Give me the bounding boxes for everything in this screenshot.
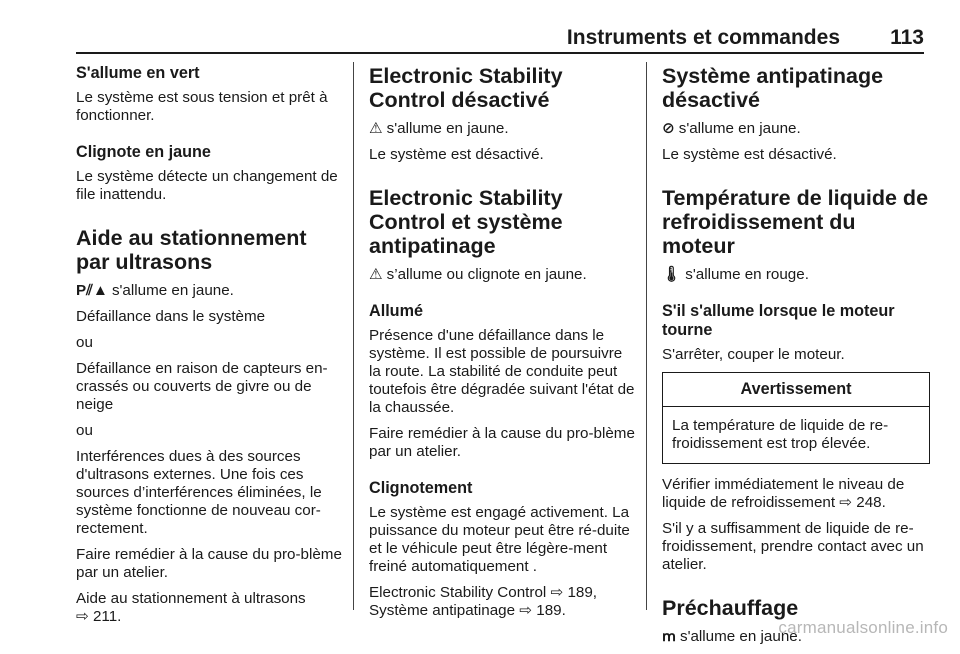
column-divider xyxy=(353,62,354,610)
paragraph: Aide au stationnement à ultrasons ⇨ 211. xyxy=(76,590,306,625)
watermark: carmanualsonline.info xyxy=(778,618,948,637)
section-heading: Electronic Stability Control désactivé xyxy=(369,64,563,112)
page-number: 113 xyxy=(890,26,924,49)
subheading: Allumé xyxy=(369,302,423,320)
subheading: Clignotement xyxy=(369,479,473,497)
paragraph: ou xyxy=(76,334,93,351)
column-3 xyxy=(662,64,930,654)
header-title: Instruments et commandes xyxy=(566,26,840,49)
paragraph: Vérifier immédiatement le niveau de liquide de refroidissement ⇨ 248. xyxy=(662,476,905,511)
page-ref-icon: ⇨ xyxy=(76,608,93,625)
paragraph: 🌡 s'allume en rouge. xyxy=(662,266,809,283)
page-ref-icon: ⇨ xyxy=(519,602,533,619)
paragraph: ՠ s'allume en jaune. xyxy=(662,628,802,645)
page-header xyxy=(76,26,924,50)
paragraph: ⚠ s'allume en jaune. xyxy=(369,120,509,137)
paragraph: ⚠ s’allume ou clignote en jaune. xyxy=(369,266,587,283)
paragraph: Faire remédier à la cause du pro-blème par un atelier. xyxy=(76,546,342,581)
paragraph: S'arrêter, couper le moteur. xyxy=(662,346,845,363)
coolant-temp-icon: 🌡 xyxy=(662,266,682,283)
section-heading: Electronic Stability Control et système antipatinage xyxy=(369,186,563,258)
page-ref[interactable]: 248. xyxy=(856,494,886,511)
paragraph: Interférences dues à des sources d'ultrasons externes. Une fois ces sources d’interférences éliminées, le système fonctionne de nouveau cor-rectement. xyxy=(76,448,322,537)
subheading: S'il s'allume lorsque le moteur tourne xyxy=(662,302,895,339)
section-heading: Système antipatinage désactivé xyxy=(662,64,884,112)
page-ref-icon: ⇨ xyxy=(550,584,564,601)
page-ref[interactable]: 189, xyxy=(567,584,598,601)
paragraph: Le système est désactivé. xyxy=(369,146,544,163)
section-heading: Température de liquide de refroidissement du moteur xyxy=(662,186,929,258)
esc-tc-icon: ⚠ xyxy=(369,266,383,283)
column-divider xyxy=(646,62,647,610)
header-rule xyxy=(76,52,924,54)
page-ref-icon: ⇨ xyxy=(839,494,853,511)
column-1 xyxy=(76,64,344,634)
warning-text: La température de liquide de re-froidissement est trop élevée. xyxy=(672,417,889,452)
glow-plug-icon: ՠ xyxy=(662,628,676,645)
paragraph: Le système est désactivé. xyxy=(662,146,837,163)
paragraph: Electronic Stability Control ⇨ 189, Système antipatinage ⇨ 189. xyxy=(369,584,598,619)
paragraph: P⫽▲ s'allume en jaune. xyxy=(76,282,234,299)
paragraph: Défaillance en raison de capteurs en-crassés ou couverts de givre ou de neige xyxy=(76,360,328,413)
page-ref[interactable]: 211. xyxy=(92,608,122,625)
warning-box xyxy=(662,372,930,464)
parking-sensor-icon: P⫽▲ xyxy=(76,282,108,299)
section-heading: Préchauffage xyxy=(662,596,799,620)
paragraph: ⊘ s'allume en jaune. xyxy=(662,120,801,137)
esc-off-icon: ⚠ xyxy=(369,120,383,137)
warning-title: Avertissement xyxy=(663,373,929,407)
paragraph: Le système est sous tension et prêt à fonctionner. xyxy=(76,89,328,124)
paragraph: Défaillance dans le système xyxy=(76,308,266,325)
column-2 xyxy=(369,64,637,628)
traction-off-icon: ⊘ xyxy=(662,120,675,137)
subheading: Clignote en jaune xyxy=(76,143,211,161)
paragraph: Le système est engagé activement. La puissance du moteur peut être ré-duite et le véhicule peut être légère-ment freiné automatiquement . xyxy=(369,504,630,575)
section-heading: Aide au stationnement par ultrasons xyxy=(76,226,307,274)
paragraph: Le système détecte un changement de file inattendu. xyxy=(76,168,338,203)
paragraph: ou xyxy=(76,422,93,439)
paragraph: Présence d'une défaillance dans le système. Il est possible de poursuivre la route. La stabilité de conduite peut toutefois être dégradée suivant l'état de la chaussée. xyxy=(369,327,635,416)
subheading: S'allume en vert xyxy=(76,64,200,82)
paragraph: S'il y a suffisamment de liquide de re-froidissement, prendre contact avec un atelier. xyxy=(662,520,924,573)
page-ref[interactable]: 189. xyxy=(536,602,566,619)
paragraph: Faire remédier à la cause du pro-blème par un atelier. xyxy=(369,425,635,460)
